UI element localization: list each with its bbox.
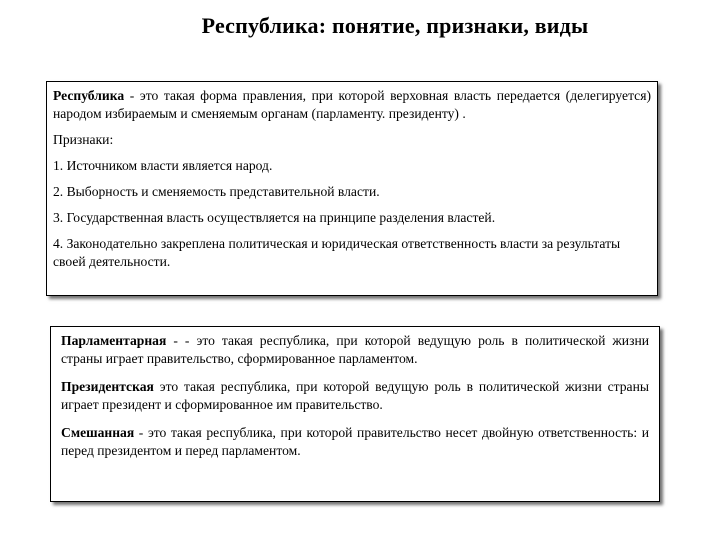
term-mixed: Смешанная xyxy=(61,425,135,440)
type-mixed xyxy=(61,424,649,460)
sign-item-2: 2. Выборность и сменяемость представительной власти. xyxy=(53,184,380,199)
type-presidential-text: это такая республика, при которой ведущую роль в политической жизни страны играет президент и сформированное им правительство. xyxy=(61,379,649,412)
type-presidential xyxy=(61,378,649,414)
definition-text: - это такая форма правления, при которой верховная власть передается (делегируется) народом избираемым и сменяемым органам (парламенту. президенту) . xyxy=(53,88,651,121)
term-parliamentary: Парламентарная xyxy=(61,333,167,348)
term-republic: Республика xyxy=(53,88,125,103)
definition-box xyxy=(46,81,658,296)
slide-title: Республика: понятие, признаки, виды xyxy=(201,13,589,38)
signs-heading: Признаки: xyxy=(53,132,114,147)
sign-item-3: 3. Государственная власть осуществляется на принципе разделения властей. xyxy=(53,210,496,225)
term-presidential: Президентская xyxy=(61,379,154,394)
type-parliamentary-text: - - это такая республика, при которой ведущую роль в политической жизни страны играет правительство, сформированное парламентом. xyxy=(61,333,649,366)
definition-paragraph xyxy=(53,87,651,123)
sign-item-4: 4. Законодательно закреплена политическая и юридическая ответственность власти за результаты своей деятельности. xyxy=(53,236,621,269)
types-box xyxy=(50,326,660,502)
type-mixed-text: - это такая республика, при которой правительство несет двойную ответственность: и перед президентом и перед парламентом. xyxy=(61,425,649,458)
type-parliamentary xyxy=(61,332,649,368)
sign-item-1: 1. Источником власти является народ. xyxy=(53,158,273,173)
